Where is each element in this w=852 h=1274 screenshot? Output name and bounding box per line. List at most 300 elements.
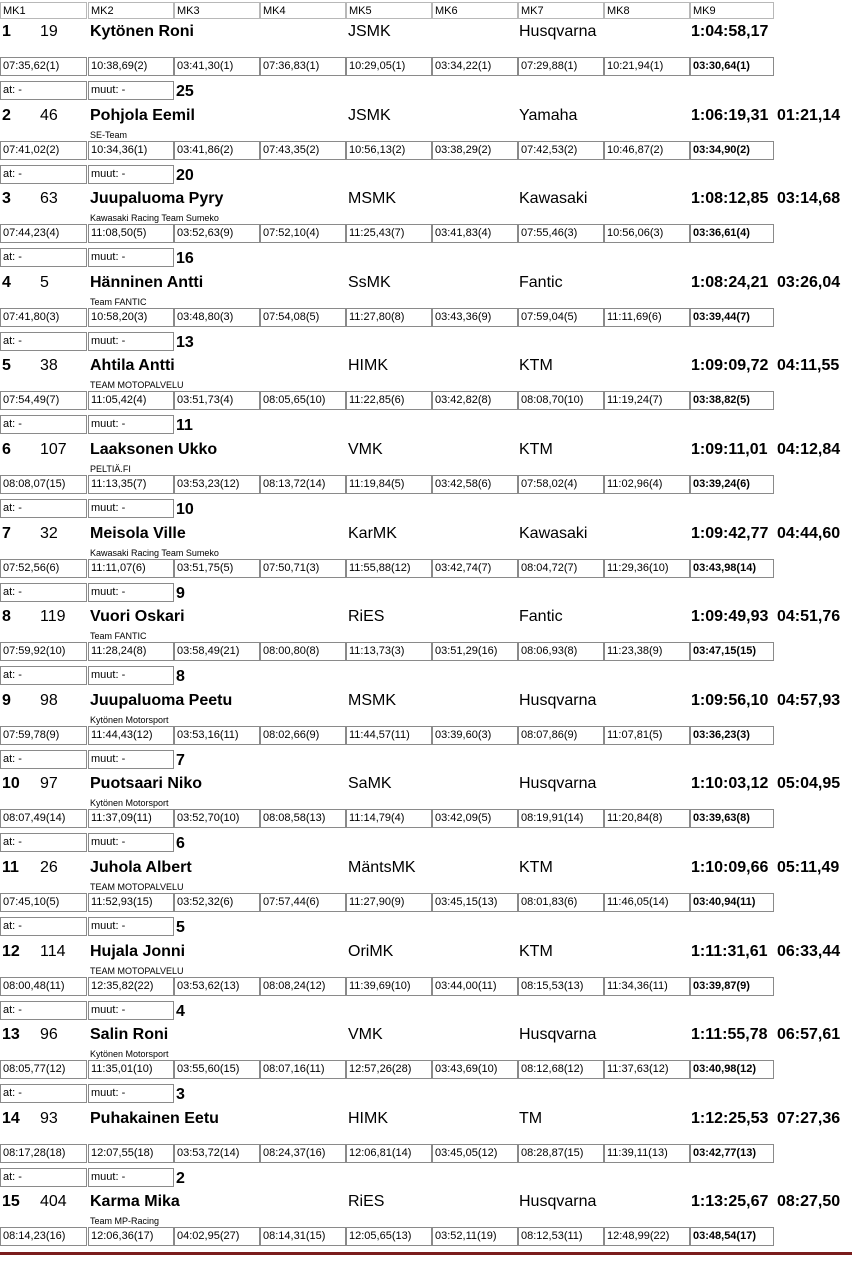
total-time: 1:09:11,01 xyxy=(691,441,768,458)
header-mk1: MK1 xyxy=(0,2,87,19)
result-entry xyxy=(0,689,852,773)
lap-time-mk1: 08:17,28(18) xyxy=(0,1144,87,1163)
lap-time-mk3: 04:02,95(27) xyxy=(174,1227,260,1246)
lap-time-mk2: 11:11,07(6) xyxy=(88,559,174,578)
muut-field: muut: - xyxy=(88,332,174,351)
muut-field: muut: - xyxy=(88,1001,174,1020)
rider-main-line xyxy=(0,525,852,547)
lap-time-mk6: 03:39,60(3) xyxy=(432,726,518,745)
lap-time-mk7: 07:59,04(5) xyxy=(518,308,604,327)
team-name: TEAM MOTOPALVELU xyxy=(90,882,184,892)
lap-time-mk1: 08:05,77(12) xyxy=(0,1060,87,1079)
rider-name: Ahtila Antti xyxy=(90,357,175,375)
at-field: at: - xyxy=(0,583,87,602)
lap-time-mk7: 07:29,88(1) xyxy=(518,57,604,76)
rider-name: Hänninen Antti xyxy=(90,273,204,291)
race-number: 93 xyxy=(40,1109,58,1127)
points: 16 xyxy=(176,250,194,268)
lap-time-mk8: 11:20,84(8) xyxy=(604,809,690,828)
lap-time-mk4: 08:13,72(14) xyxy=(260,475,346,494)
lap-time-mk3: 03:52,63(9) xyxy=(174,224,260,243)
club: JSMK xyxy=(348,106,391,124)
lap-time-mk8: 11:02,96(4) xyxy=(604,475,690,494)
team-name: Team FANTIC xyxy=(90,296,147,307)
muut-field: muut: - xyxy=(88,750,174,769)
lap-time-mk8: 11:11,69(6) xyxy=(604,308,690,327)
race-number: 96 xyxy=(40,1026,58,1044)
team-name: Kytönen Motorsport xyxy=(90,714,169,725)
lap-time-mk5: 11:27,80(8) xyxy=(346,308,432,327)
race-number: 404 xyxy=(40,1193,67,1211)
rider-name: Karma Mika xyxy=(90,1193,180,1211)
lap-time-mk5: 12:05,65(13) xyxy=(346,1227,432,1246)
bike-brand: Fantic xyxy=(519,608,563,626)
race-number: 98 xyxy=(40,691,58,709)
muut-field: muut: - xyxy=(88,917,174,936)
lap-time-mk2: 12:35,82(22) xyxy=(88,977,174,996)
lap-time-mk1: 08:00,48(11) xyxy=(0,977,87,996)
points: 8 xyxy=(176,668,185,686)
points: 25 xyxy=(176,83,194,100)
lap-time-mk3: 03:41,30(1) xyxy=(174,57,260,76)
bike-brand: Yamaha xyxy=(519,106,578,124)
lap-time-mk9: 03:34,90(2) xyxy=(690,141,774,160)
lap-time-mk5: 11:39,69(10) xyxy=(346,977,432,996)
lap-time-mk8: 10:56,06(3) xyxy=(604,224,690,243)
muut-field: muut: - xyxy=(88,248,174,267)
club: MSMK xyxy=(348,691,396,709)
lap-time-mk2: 11:28,24(8) xyxy=(88,642,174,661)
header-mk7: MK7 xyxy=(518,2,604,19)
at-field: at: - xyxy=(0,332,87,351)
lap-time-mk3: 03:51,73(4) xyxy=(174,391,260,410)
rider-name: Puhakainen Eetu xyxy=(90,1109,219,1127)
bike-brand: KTM xyxy=(519,942,553,960)
points: 10 xyxy=(176,501,194,518)
lap-time-mk2: 10:38,69(2) xyxy=(88,57,174,76)
lap-time-mk3: 03:51,75(5) xyxy=(174,559,260,578)
bike-brand: Kawasaki xyxy=(519,524,588,542)
rider-main-line xyxy=(0,190,852,212)
points: 20 xyxy=(176,166,194,184)
lap-time-mk3: 03:53,72(14) xyxy=(174,1144,260,1163)
team-name: PELTIÄ.FI xyxy=(90,464,131,474)
lap-time-mk9: 03:39,63(8) xyxy=(690,809,774,828)
rider-main-line xyxy=(0,1193,852,1215)
lap-time-mk6: 03:43,69(10) xyxy=(432,1060,518,1079)
lap-time-mk1: 08:08,07(15) xyxy=(0,475,87,494)
club: RiES xyxy=(348,1193,385,1211)
race-number: 46 xyxy=(40,106,58,124)
result-entry xyxy=(0,354,852,438)
header-mk6: MK6 xyxy=(432,2,518,19)
rider-main-line xyxy=(0,1110,852,1132)
race-number: 114 xyxy=(40,942,66,960)
race-number: 5 xyxy=(40,273,49,291)
lap-time-mk6: 03:42,74(7) xyxy=(432,559,518,578)
lap-time-mk1: 07:41,02(2) xyxy=(0,141,87,160)
header-mk8: MK8 xyxy=(604,2,690,19)
bike-brand: Fantic xyxy=(519,273,563,291)
total-time: 1:10:03,12 xyxy=(691,775,769,793)
at-field: at: - xyxy=(0,81,87,100)
total-time: 1:09:56,10 xyxy=(691,691,769,709)
club: HIMK xyxy=(348,1109,388,1127)
lap-time-mk3: 03:48,80(3) xyxy=(174,308,260,327)
lap-time-mk4: 08:05,65(10) xyxy=(260,391,346,410)
at-field: at: - xyxy=(0,415,87,434)
lap-time-mk3: 03:52,32(6) xyxy=(174,893,260,912)
rider-main-line xyxy=(0,357,852,379)
lap-time-mk2: 11:05,42(4) xyxy=(88,391,174,410)
lap-time-mk7: 07:55,46(3) xyxy=(518,224,604,243)
team-name: Kawasaki Racing Team Sumeko xyxy=(90,213,219,224)
bike-brand: Husqvarna xyxy=(519,691,597,709)
gap-time: 04:12,84 xyxy=(777,441,841,458)
lap-time-mk8: 12:48,99(22) xyxy=(604,1227,690,1246)
gap-time: 04:44,60 xyxy=(777,524,841,542)
position: 9 xyxy=(2,691,11,709)
lap-time-mk4: 07:57,44(6) xyxy=(260,893,346,912)
lap-time-mk6: 03:38,29(2) xyxy=(432,141,518,160)
lap-time-mk5: 11:55,88(12) xyxy=(346,559,432,578)
position: 8 xyxy=(2,608,11,626)
lap-time-mk7: 08:07,86(9) xyxy=(518,726,604,745)
gap-time: 01:21,14 xyxy=(777,106,841,124)
points: 3 xyxy=(176,1086,185,1104)
club: VMK xyxy=(348,441,383,458)
lap-time-mk5: 11:13,73(3) xyxy=(346,642,432,661)
lap-time-mk7: 07:42,53(2) xyxy=(518,141,604,160)
lap-time-mk2: 11:08,50(5) xyxy=(88,224,174,243)
race-number: 19 xyxy=(40,23,58,40)
lap-time-mk9: 03:38,82(5) xyxy=(690,391,774,410)
gap-time: 06:33,44 xyxy=(777,942,841,960)
total-time: 1:10:09,66 xyxy=(691,859,769,876)
muut-field: muut: - xyxy=(88,833,174,852)
rider-name: Puotsaari Niko xyxy=(90,775,203,793)
position: 14 xyxy=(2,1109,20,1127)
gap-time: 04:57,93 xyxy=(777,691,841,709)
result-entry xyxy=(0,1107,852,1191)
result-entry xyxy=(0,438,852,522)
lap-time-mk2: 11:44,43(12) xyxy=(88,726,174,745)
lap-time-mk4: 08:07,16(11) xyxy=(260,1060,346,1079)
muut-field: muut: - xyxy=(88,1084,174,1103)
at-field: at: - xyxy=(0,833,87,852)
lap-time-mk2: 12:06,36(17) xyxy=(88,1227,174,1246)
bike-brand: Husqvarna xyxy=(519,23,597,40)
race-number: 63 xyxy=(40,190,58,208)
lap-time-mk4: 07:54,08(5) xyxy=(260,308,346,327)
lap-time-mk5: 10:29,05(1) xyxy=(346,57,432,76)
points: 9 xyxy=(176,584,185,602)
club: MSMK xyxy=(348,190,396,208)
position: 12 xyxy=(2,942,20,960)
header-mk2: MK2 xyxy=(88,2,174,19)
lap-time-mk3: 03:53,62(13) xyxy=(174,977,260,996)
lap-time-mk4: 07:43,35(2) xyxy=(260,141,346,160)
team-name: SE-Team xyxy=(90,129,128,140)
lap-time-mk2: 11:37,09(11) xyxy=(88,809,174,828)
gap-time: 07:27,36 xyxy=(777,1109,841,1127)
lap-time-mk1: 07:45,10(5) xyxy=(0,893,87,912)
points: 2 xyxy=(176,1169,185,1187)
gap-time: 04:11,55 xyxy=(777,357,840,375)
club: JSMK xyxy=(348,23,391,40)
header-mk9: MK9 xyxy=(690,2,774,19)
total-time: 1:04:58,17 xyxy=(691,23,769,40)
lap-time-mk7: 08:08,70(10) xyxy=(518,391,604,410)
lap-time-mk9: 03:36,23(3) xyxy=(690,726,774,745)
at-field: at: - xyxy=(0,1168,87,1187)
result-entry xyxy=(0,856,852,940)
header-mk3: MK3 xyxy=(174,2,260,19)
lap-time-mk1: 08:14,23(16) xyxy=(0,1227,87,1246)
club: MäntsMK xyxy=(348,859,416,876)
at-field: at: - xyxy=(0,1001,87,1020)
total-time: 1:09:42,77 xyxy=(691,524,769,542)
at-field: at: - xyxy=(0,666,87,685)
points: 13 xyxy=(176,333,194,351)
lap-time-mk5: 12:57,26(28) xyxy=(346,1060,432,1079)
lap-time-mk8: 11:39,11(13) xyxy=(604,1144,690,1163)
lap-time-mk6: 03:34,22(1) xyxy=(432,57,518,76)
lap-time-mk8: 11:37,63(12) xyxy=(604,1060,690,1079)
at-field: at: - xyxy=(0,165,87,184)
lap-time-mk9: 03:48,54(17) xyxy=(690,1227,774,1246)
points: 4 xyxy=(176,1002,185,1020)
lap-time-mk9: 03:39,87(9) xyxy=(690,977,774,996)
lap-time-mk9: 03:43,98(14) xyxy=(690,559,774,578)
lap-time-mk6: 03:42,82(8) xyxy=(432,391,518,410)
race-number: 119 xyxy=(40,608,66,626)
lap-time-mk5: 11:44,57(11) xyxy=(346,726,432,745)
result-entry xyxy=(0,271,852,355)
club: RiES xyxy=(348,608,385,626)
at-field: at: - xyxy=(0,248,87,267)
gap-time: 08:27,50 xyxy=(777,1193,841,1211)
lap-time-mk6: 03:45,05(12) xyxy=(432,1144,518,1163)
lap-time-mk7: 08:28,87(15) xyxy=(518,1144,604,1163)
points: 6 xyxy=(176,835,185,853)
position: 15 xyxy=(2,1193,20,1211)
club: SaMK xyxy=(348,775,392,793)
points: 5 xyxy=(176,919,185,936)
lap-time-mk5: 11:14,79(4) xyxy=(346,809,432,828)
race-number: 32 xyxy=(40,524,58,542)
lap-time-mk1: 07:41,80(3) xyxy=(0,308,87,327)
rider-main-line xyxy=(0,274,852,296)
lap-time-mk6: 03:42,58(6) xyxy=(432,475,518,494)
bike-brand: Husqvarna xyxy=(519,1026,597,1044)
lap-time-mk1: 07:44,23(4) xyxy=(0,224,87,243)
result-entry xyxy=(0,940,852,1024)
total-time: 1:08:24,21 xyxy=(691,273,769,291)
lap-time-mk3: 03:58,49(21) xyxy=(174,642,260,661)
position: 2 xyxy=(2,106,11,124)
lap-time-mk3: 03:53,16(11) xyxy=(174,726,260,745)
lap-time-mk1: 07:35,62(1) xyxy=(0,57,87,76)
result-entry xyxy=(0,772,852,856)
lap-time-mk1: 07:59,92(10) xyxy=(0,642,87,661)
team-name: TEAM MOTOPALVELU xyxy=(90,380,184,391)
muut-field: muut: - xyxy=(88,1168,174,1187)
total-time: 1:11:31,61 xyxy=(691,942,768,960)
lap-time-mk8: 11:34,36(11) xyxy=(604,977,690,996)
position: 6 xyxy=(2,441,11,458)
lap-time-mk9: 03:30,64(1) xyxy=(690,57,774,76)
lap-time-mk3: 03:41,86(2) xyxy=(174,141,260,160)
race-number: 26 xyxy=(40,859,58,876)
team-name: TEAM MOTOPALVELU xyxy=(90,965,184,976)
gap-time: 03:14,68 xyxy=(777,190,841,208)
lap-time-mk8: 10:46,87(2) xyxy=(604,141,690,160)
rider-main-line xyxy=(0,23,852,45)
position: 1 xyxy=(2,23,11,40)
lap-time-mk6: 03:41,83(4) xyxy=(432,224,518,243)
lap-time-mk4: 08:08,24(12) xyxy=(260,977,346,996)
position: 13 xyxy=(2,1026,20,1044)
lap-time-mk4: 08:02,66(9) xyxy=(260,726,346,745)
lap-time-mk7: 08:04,72(7) xyxy=(518,559,604,578)
gap-time: 04:51,76 xyxy=(777,608,841,626)
lap-time-mk6: 03:42,09(5) xyxy=(432,809,518,828)
rider-main-line xyxy=(0,441,852,463)
result-entry xyxy=(0,1190,852,1274)
lap-time-mk4: 07:36,83(1) xyxy=(260,57,346,76)
lap-time-mk6: 03:51,29(16) xyxy=(432,642,518,661)
lap-time-mk8: 11:29,36(10) xyxy=(604,559,690,578)
lap-time-mk9: 03:39,24(6) xyxy=(690,475,774,494)
muut-field: muut: - xyxy=(88,165,174,184)
club: SsMK xyxy=(348,273,391,291)
total-time: 1:12:25,53 xyxy=(691,1109,769,1127)
club: OriMK xyxy=(348,942,394,960)
result-entry xyxy=(0,522,852,606)
lap-time-mk3: 03:52,70(10) xyxy=(174,809,260,828)
lap-time-mk8: 11:46,05(14) xyxy=(604,893,690,912)
total-time: 1:11:55,78 xyxy=(691,1026,768,1044)
header-mk4: MK4 xyxy=(260,2,346,19)
rider-name: Juupaluoma Pyry xyxy=(90,190,224,208)
lap-time-mk6: 03:52,11(19) xyxy=(432,1227,518,1246)
lap-time-mk8: 11:23,38(9) xyxy=(604,642,690,661)
total-time: 1:09:49,93 xyxy=(691,608,769,626)
bike-brand: TM xyxy=(519,1109,543,1127)
lap-time-mk1: 07:52,56(6) xyxy=(0,559,87,578)
position: 4 xyxy=(2,273,11,291)
lap-time-mk4: 08:14,31(15) xyxy=(260,1227,346,1246)
rider-main-line xyxy=(0,608,852,630)
rider-main-line xyxy=(0,943,852,965)
lap-time-mk5: 10:56,13(2) xyxy=(346,141,432,160)
team-name: Kawasaki Racing Team Sumeko xyxy=(90,547,219,558)
rider-name: Vuori Oskari xyxy=(90,608,185,626)
bike-brand: KTM xyxy=(519,357,553,375)
team-name: Kytönen Motorsport xyxy=(90,798,169,809)
lap-time-mk2: 11:52,93(15) xyxy=(88,893,174,912)
lap-time-mk9: 03:42,77(13) xyxy=(690,1144,774,1163)
lap-time-mk3: 03:55,60(15) xyxy=(174,1060,260,1079)
total-time: 1:06:19,31 xyxy=(691,106,769,124)
rider-main-line xyxy=(0,859,852,881)
total-time: 1:13:25,67 xyxy=(691,1193,769,1211)
lap-time-mk4: 07:52,10(4) xyxy=(260,224,346,243)
header-mk5: MK5 xyxy=(346,2,432,19)
rider-main-line xyxy=(0,775,852,797)
lap-time-mk9: 03:40,94(11) xyxy=(690,893,774,912)
lap-time-mk1: 07:54,49(7) xyxy=(0,391,87,410)
lap-time-mk8: 10:21,94(1) xyxy=(604,57,690,76)
rider-main-line xyxy=(0,107,852,129)
muut-field: muut: - xyxy=(88,415,174,434)
lap-time-mk2: 10:34,36(1) xyxy=(88,141,174,160)
result-entry xyxy=(0,187,852,271)
lap-time-mk2: 11:13,35(7) xyxy=(88,475,174,494)
result-entry xyxy=(0,1023,852,1107)
lap-time-mk2: 11:35,01(10) xyxy=(88,1060,174,1079)
position: 5 xyxy=(2,357,11,375)
rider-name: Juupaluoma Peetu xyxy=(90,691,233,709)
club: HIMK xyxy=(348,357,388,375)
lap-time-mk7: 07:58,02(4) xyxy=(518,475,604,494)
lap-time-mk2: 12:07,55(18) xyxy=(88,1144,174,1163)
lap-time-mk4: 08:00,80(8) xyxy=(260,642,346,661)
result-entry xyxy=(0,104,852,188)
total-time: 1:08:12,85 xyxy=(691,190,769,208)
lap-time-mk1: 07:59,78(9) xyxy=(0,726,87,745)
rider-main-line xyxy=(0,692,852,714)
bike-brand: Husqvarna xyxy=(519,775,597,793)
lap-time-mk9: 03:40,98(12) xyxy=(690,1060,774,1079)
total-time: 1:09:09,72 xyxy=(691,357,769,375)
race-number: 107 xyxy=(40,441,67,458)
muut-field: muut: - xyxy=(88,499,174,518)
gap-time: 05:11,49 xyxy=(777,859,840,876)
at-field: at: - xyxy=(0,499,87,518)
bike-brand: Husqvarna xyxy=(519,1193,597,1211)
lap-time-mk9: 03:36,61(4) xyxy=(690,224,774,243)
lap-time-mk6: 03:44,00(11) xyxy=(432,977,518,996)
lap-time-mk8: 11:19,24(7) xyxy=(604,391,690,410)
bike-brand: KTM xyxy=(519,441,553,458)
club: KarMK xyxy=(348,524,397,542)
race-number: 38 xyxy=(40,357,58,375)
lap-time-mk7: 08:01,83(6) xyxy=(518,893,604,912)
lap-time-mk4: 07:50,71(3) xyxy=(260,559,346,578)
team-name: Team FANTIC xyxy=(90,631,147,642)
at-field: at: - xyxy=(0,1084,87,1103)
bike-brand: KTM xyxy=(519,859,553,876)
lap-time-mk1: 08:07,49(14) xyxy=(0,809,87,828)
muut-field: muut: - xyxy=(88,583,174,602)
lap-time-mk7: 08:19,91(14) xyxy=(518,809,604,828)
rider-main-line xyxy=(0,1026,852,1048)
position: 3 xyxy=(2,190,11,208)
lap-time-mk3: 03:53,23(12) xyxy=(174,475,260,494)
points: 11 xyxy=(176,417,193,435)
lap-time-mk5: 11:19,84(5) xyxy=(346,475,432,494)
race-number: 97 xyxy=(40,775,58,793)
position: 7 xyxy=(2,524,11,542)
rider-name: Meisola Ville xyxy=(90,524,186,542)
lap-time-mk4: 08:08,58(13) xyxy=(260,809,346,828)
lap-time-mk5: 12:06,81(14) xyxy=(346,1144,432,1163)
gap-time: 03:26,04 xyxy=(777,273,841,291)
at-field: at: - xyxy=(0,750,87,769)
lap-time-mk8: 11:07,81(5) xyxy=(604,726,690,745)
